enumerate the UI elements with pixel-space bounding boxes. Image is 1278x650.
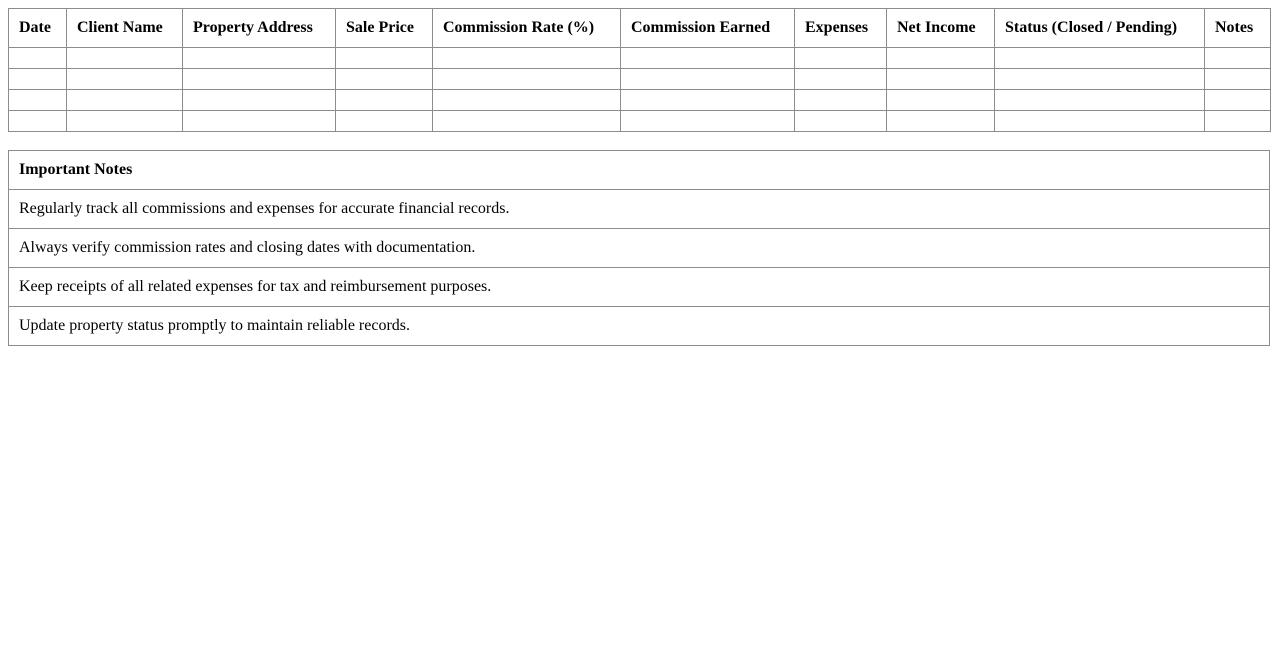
column-header-date: Date [9, 9, 67, 48]
table-cell[interactable] [621, 90, 795, 111]
table-cell[interactable] [9, 90, 67, 111]
table-header-row [9, 9, 1271, 48]
table-cell[interactable] [887, 69, 995, 90]
list-item [9, 307, 1270, 346]
commission-tracker-table [8, 8, 1271, 132]
column-header-sale-price: Sale Price [336, 9, 433, 48]
table-cell[interactable] [433, 69, 621, 90]
table-cell[interactable] [9, 69, 67, 90]
table-cell[interactable] [795, 90, 887, 111]
table-cell[interactable] [433, 111, 621, 132]
table-cell[interactable] [621, 69, 795, 90]
table-cell[interactable] [795, 69, 887, 90]
column-header-property-address: Property Address [183, 9, 336, 48]
table-cell[interactable] [183, 48, 336, 69]
column-header-commission-earned: Commission Earned [621, 9, 795, 48]
notes-heading-row [9, 151, 1270, 190]
table-cell[interactable] [336, 69, 433, 90]
list-item [9, 229, 1270, 268]
column-header-commission-rate: Commission Rate (%) [433, 9, 621, 48]
table-cell[interactable] [67, 111, 183, 132]
table-cell[interactable] [67, 69, 183, 90]
column-header-status: Status (Closed / Pending) [995, 9, 1205, 48]
page-content [8, 8, 1270, 346]
table-cell[interactable] [621, 111, 795, 132]
table-cell[interactable] [336, 48, 433, 69]
notes-heading: Important Notes [9, 151, 1270, 190]
table-row [9, 90, 1271, 111]
table-cell[interactable] [795, 111, 887, 132]
table-cell[interactable] [9, 111, 67, 132]
table-cell[interactable] [887, 111, 995, 132]
table-cell[interactable] [433, 48, 621, 69]
important-notes-table [8, 150, 1270, 346]
table-cell[interactable] [995, 90, 1205, 111]
table-cell[interactable] [67, 48, 183, 69]
note-text: Keep receipts of all related expenses for tax and reimbursement purposes. [9, 268, 1270, 307]
table-cell[interactable] [1205, 69, 1271, 90]
note-text: Always verify commission rates and closing dates with documentation. [9, 229, 1270, 268]
list-item [9, 190, 1270, 229]
table-cell[interactable] [9, 48, 67, 69]
table-cell[interactable] [887, 90, 995, 111]
table-cell[interactable] [336, 90, 433, 111]
table-cell[interactable] [433, 90, 621, 111]
table-cell[interactable] [1205, 111, 1271, 132]
column-header-net-income: Net Income [887, 9, 995, 48]
column-header-notes: Notes [1205, 9, 1271, 48]
column-header-expenses: Expenses [795, 9, 887, 48]
table-cell[interactable] [795, 48, 887, 69]
table-cell[interactable] [995, 69, 1205, 90]
table-cell[interactable] [67, 90, 183, 111]
table-cell[interactable] [1205, 90, 1271, 111]
note-text: Update property status promptly to maintain reliable records. [9, 307, 1270, 346]
table-cell[interactable] [995, 48, 1205, 69]
table-cell[interactable] [336, 111, 433, 132]
table-cell[interactable] [183, 111, 336, 132]
table-cell[interactable] [183, 90, 336, 111]
column-header-client-name: Client Name [67, 9, 183, 48]
table-cell[interactable] [183, 69, 336, 90]
table-row [9, 48, 1271, 69]
list-item [9, 268, 1270, 307]
table-row [9, 69, 1271, 90]
table-cell[interactable] [887, 48, 995, 69]
table-row [9, 111, 1271, 132]
table-cell[interactable] [621, 48, 795, 69]
table-cell[interactable] [995, 111, 1205, 132]
note-text: Regularly track all commissions and expenses for accurate financial records. [9, 190, 1270, 229]
table-cell[interactable] [1205, 48, 1271, 69]
